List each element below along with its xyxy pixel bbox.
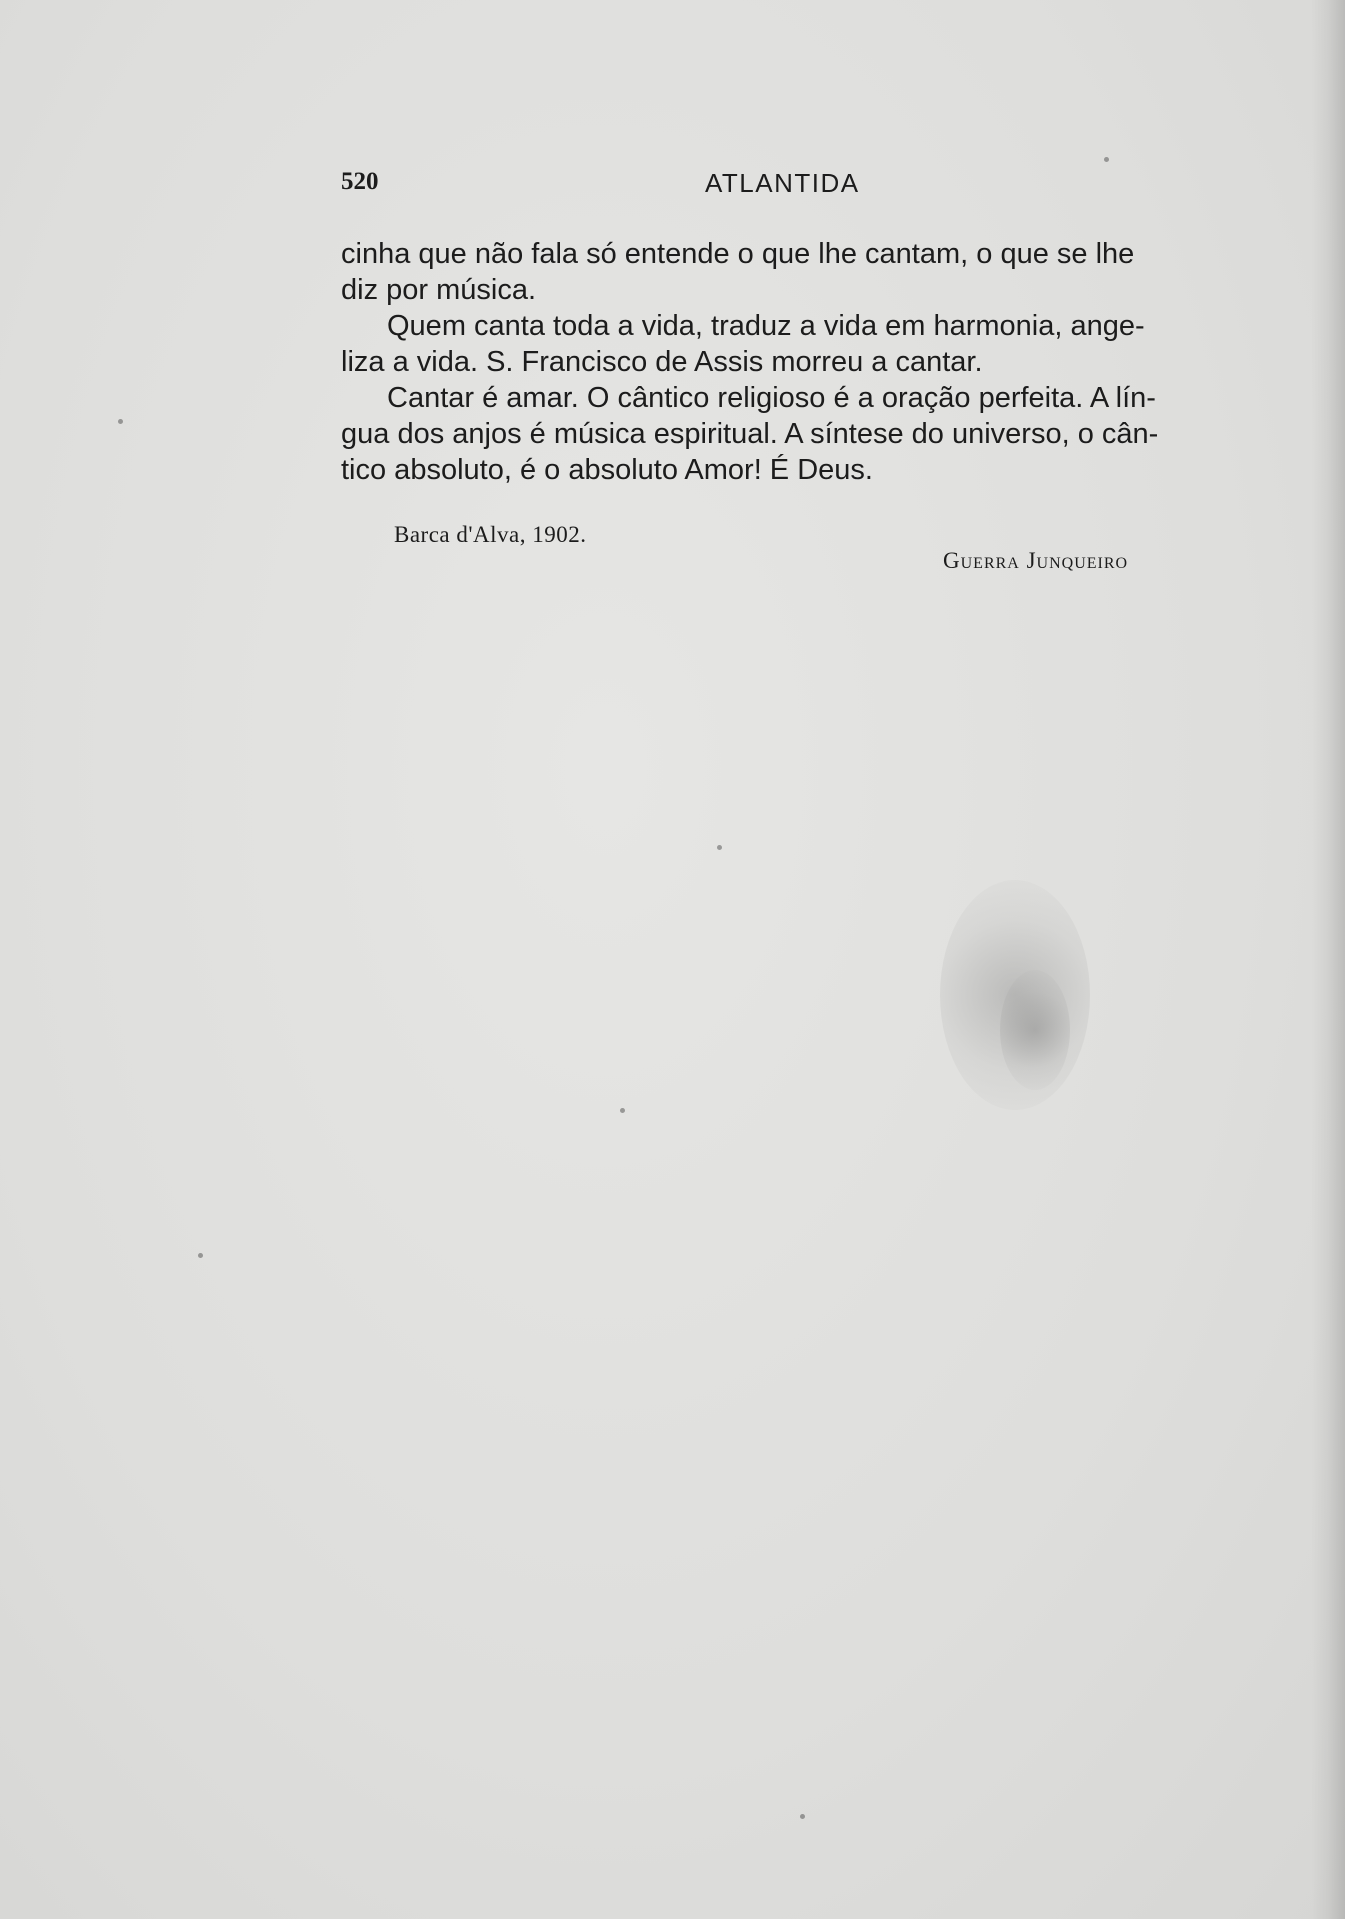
- running-title: ATLANTIDA: [705, 168, 860, 198]
- text-line: cinha que não fala só entende o que lhe cantam, o que se lhe: [341, 238, 1135, 270]
- page-header: [341, 168, 1201, 208]
- text-line: Cantar é amar. O cântico religioso é a oração perfeita. A lín-: [387, 382, 1156, 414]
- page-number: 520: [341, 168, 379, 195]
- text-line: gua dos anjos é música espiritual. A síntese do universo, o cân-: [341, 418, 1159, 450]
- place-date: Barca d'Alva, 1902.: [394, 522, 587, 547]
- paper-stain: [1000, 970, 1070, 1090]
- text-line: liza a vida. S. Francisco de Assis morreu a cantar.: [341, 346, 983, 378]
- paper-speck: [717, 845, 722, 850]
- paper-speck: [198, 1253, 203, 1258]
- paper-speck: [620, 1108, 625, 1113]
- text-line: diz por música.: [341, 274, 537, 306]
- paper-speck: [800, 1814, 805, 1819]
- paper-speck: [118, 419, 123, 424]
- author-signature: Guerra Junqueiro: [943, 548, 1129, 573]
- text-line: Quem canta toda a vida, traduz a vida em harmonia, ange-: [387, 310, 1145, 342]
- paper-speck: [1104, 157, 1109, 162]
- body-text: [341, 236, 1223, 488]
- page-edge-shadow: [1311, 0, 1345, 1919]
- text-line: tico absoluto, é o absoluto Amor! É Deus.: [341, 454, 873, 486]
